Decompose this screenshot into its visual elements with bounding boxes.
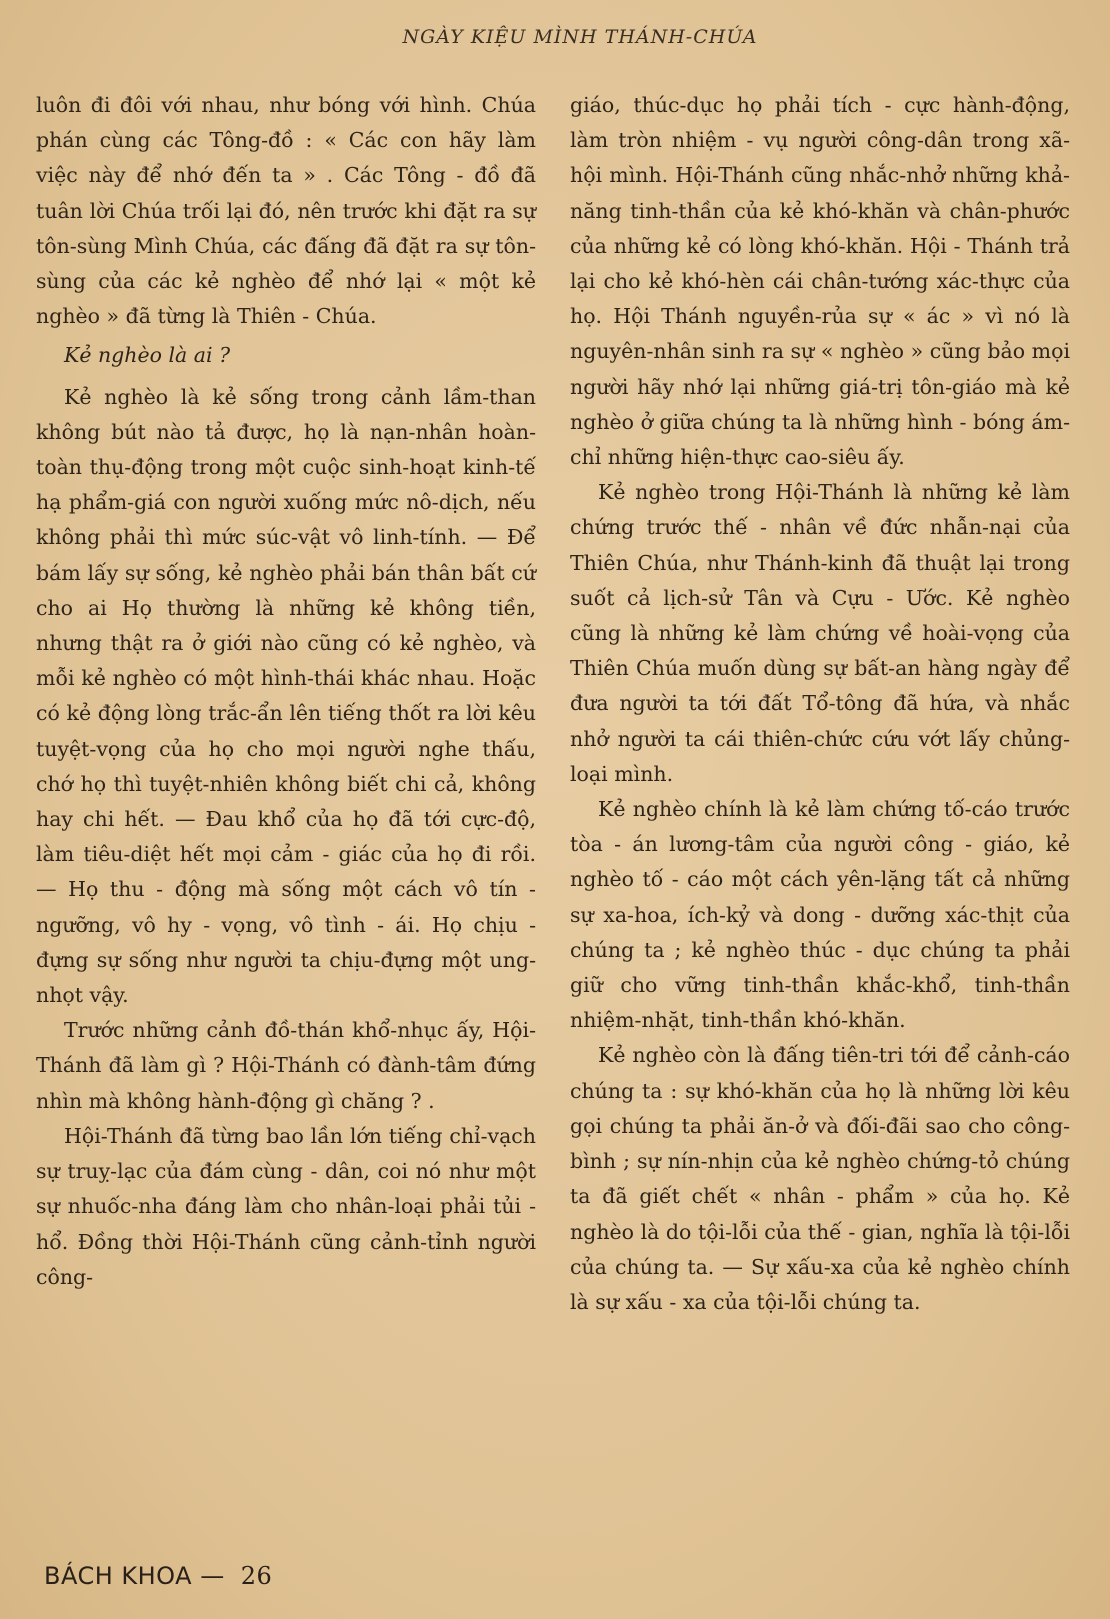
right-paragraph-2: Kẻ nghèo trong Hội-Thánh là những kẻ làm chứng trước thế - nhân về đức nhẫn-nại của Thiên Chúa, như Thánh-kinh đã thuật lại trong suốt cả lịch-sử Tân và Cựu - Ước. Kẻ nghèo cũng là những kẻ làm chứng về hoài-vọng của Thiên Chúa muốn dùng sự bất-an hàng ngày để đưa người ta tới đất Tổ-tông đã hứa, và nhắc nhở người ta cái thiên-chức cứu vớt lấy chủng-loại mình. [570,480,1070,786]
left-column [36,88,536,1295]
magazine-name: BÁCH KHOA — [44,1562,225,1590]
right-paragraph-1: giáo, thúc-dục họ phải tích - cực hành-động, làm tròn nhiệm - vụ người công-dân trong xã-hội mình. Hội-Thánh cũng nhắc-nhở những khả-năng tinh-thần của kẻ khó-khăn và chân-phước của những kẻ có lòng khó-khăn. Hội - Thánh trả lại cho kẻ khó-hèn cái chân-tướng xác-thực của họ. Hội Thánh nguyền-rủa sự « ác » vì nó là nguyên-nhân sinh ra sự « nghèo » cũng bảo mọi người hãy nhớ lại những giá-trị tôn-giáo mà kẻ nghèo ở giữa chúng ta là những hình - bóng ám-chỉ những hiện-thực cao-siêu ấy. [570,93,1070,470]
left-paragraph-1: luôn đi đôi với nhau, như bóng với hình. Chúa phán cùng các Tông-đồ : « Các con hãy làm việc này để nhớ đến ta » . Các Tông - đồ đã tuân lời Chúa trối lại đó, nên trước khi đặt ra sự tôn-sùng Mình Chúa, các đấng đã đặt ra sự tôn-sùng của các kẻ nghèo để nhớ lại « một kẻ nghèo » đã từng là Thiên - Chúa. [36,93,536,329]
right-column [570,88,1070,1320]
section-question: Kẻ nghèo là ai ? [64,343,231,368]
running-head: NGÀY KIỆU MÌNH THÁNH-CHÚA [402,26,758,48]
right-paragraph-3: Kẻ nghèo chính là kẻ làm chứng tố-cáo trước tòa - án lương-tâm của người công - giáo, kẻ nghèo tố - cáo một cách yên-lặng tất cả những sự xa-hoa, ích-kỷ và dong - dưỡng xác-thịt của chúng ta ; kẻ nghèo thúc - dục chúng ta phải giữ cho vững tinh-thần khắc-khổ, tinh-thần nhiệm-nhặt, tinh-thần khó-khăn. [570,797,1070,1033]
right-paragraph-4: Kẻ nghèo còn là đấng tiên-tri tới để cảnh-cáo chúng ta : sự khó-khăn của họ là những lời kêu gọi chúng ta phải ăn-ở và đối-đãi sao cho công-bình ; sự nín-nhịn của kẻ nghèo chứng-tỏ chúng ta đã giết chết « nhân - phẩm » của họ. Kẻ nghèo là do tội-lỗi của thế - gian, nghĩa là tội-lỗi của chúng ta. — Sự xấu-xa của kẻ nghèo chính là sự xấu - xa của tội-lỗi chúng ta. [570,1043,1070,1314]
left-paragraph-2: Kẻ nghèo là kẻ sống trong cảnh lầm-than không bút nào tả được, họ là nạn-nhân hoàn-toàn thụ-động trong một cuộc sinh-hoạt kinh-tế hạ phẩm-giá con người xuống mức nô-dịch, nếu không phải thì mức súc-vật vô linh-tính. — Để bám lấy sự sống, kẻ nghèo phải bán thân bất cứ cho ai Họ thường là những kẻ không tiền, nhưng thật ra ở giới nào cũng có kẻ nghèo, và mỗi kẻ nghèo có một hình-thái khác nhau. Hoặc có kẻ động lòng trắc-ẩn lên tiếng thốt ra lời kêu tuyệt-vọng của họ cho mọi người nghe thấu, chớ họ thì tuyệt-nhiên không biết chi cả, không hay chi hết. — Đau khổ của họ đã tới cực-độ, làm tiêu-diệt hết mọi cảm - giác của họ đi rồi. — Họ thu - động mà sống một cách vô tín - ngưỡng, vô hy - vọng, vô tình - ái. Họ chịu - đựng sự sống như người ta chịu-đựng một ung-nhọt vậy. [36,384,536,1008]
left-paragraph-3: Trước những cảnh đồ-thán khổ-nhục ấy, Hội-Thánh đã làm gì ? Hội-Thánh có đành-tâm đứng nhìn mà không hành-động gì chăng ? . [36,1018,536,1113]
left-paragraph-4: Hội-Thánh đã từng bao lần lớn tiếng chỉ-vạch sự truỵ-lạc của đám cùng - dân, coi nó như một sự nhuốc-nha đáng làm cho nhân-loại phải tủi - hổ. Đồng thời Hội-Thánh cũng cảnh-tỉnh người công- [36,1123,536,1289]
page-number: 26 [240,1562,273,1590]
page-footer [44,1562,272,1590]
